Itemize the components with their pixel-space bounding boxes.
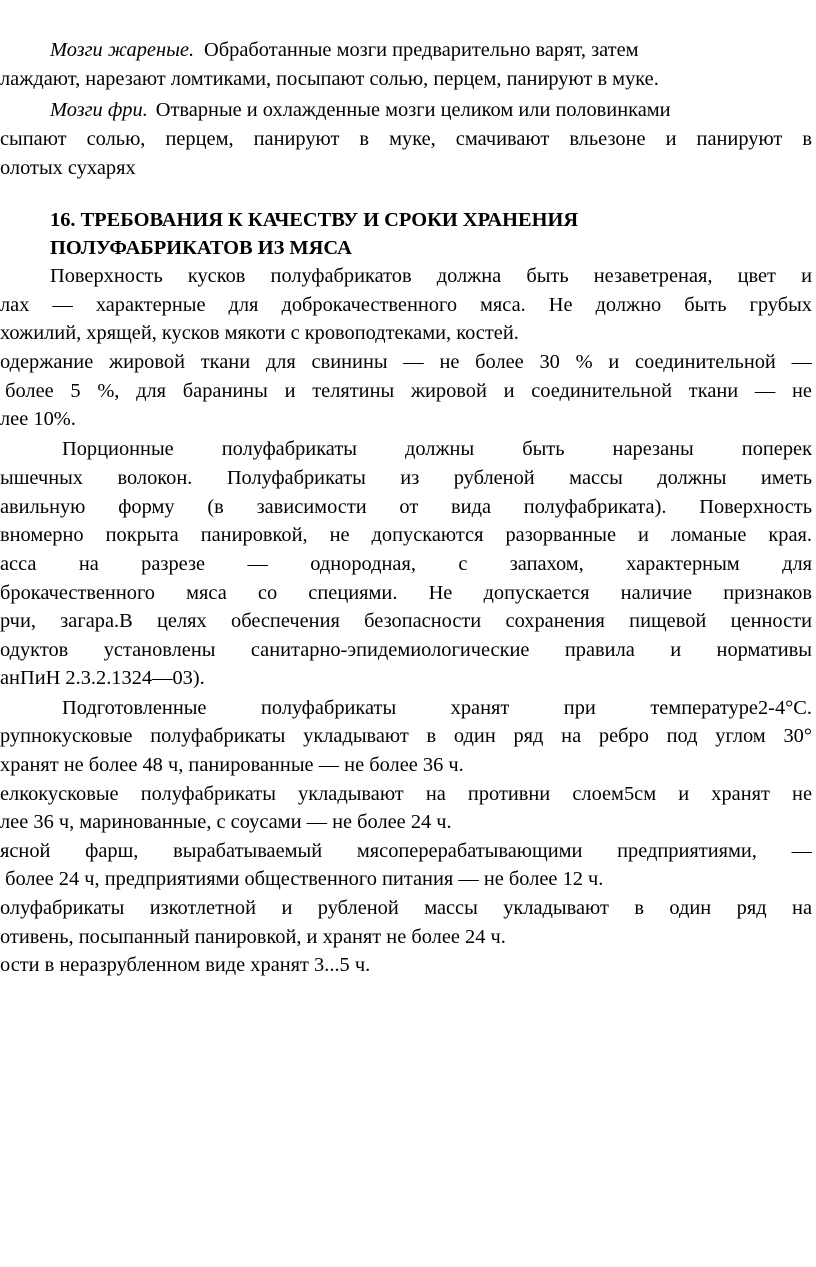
text-line: [0, 608, 812, 635]
text-fragment: лах — характерные для доброкачественного мяса. Не должно быть грубых: [0, 294, 812, 316]
text-fragment: Обработанные мозги предварительно варят, затем: [204, 39, 639, 61]
text-line: [0, 723, 812, 750]
text-fragment: лее 36 ч, маринованные, с соусами — не более 24 ч.: [0, 811, 452, 833]
text-line: [0, 378, 812, 405]
text-line: [0, 924, 812, 951]
text-fragment: асса на разрезе — однородная, с запахом, характерным для: [0, 553, 812, 575]
text-fragment: ясной фарш, вырабатываемый мясоперерабатывающими предприятиями, —: [0, 840, 812, 862]
text-line: [0, 866, 812, 893]
text-fragment: елкокусковые полуфабрикаты укладывают на противни слоем5см и хранят не: [0, 783, 812, 805]
text-line: [0, 406, 812, 433]
text-fragment: Порционные полуфабрикаты должны быть нарезаны поперек: [62, 438, 812, 460]
section-heading: ПОЛУФАБРИКАТОВ ИЗ МЯСА: [50, 237, 352, 259]
text-fragment: сыпают солью, перцем, панируют в муке, смачивают вльезоне и панируют в: [0, 128, 812, 150]
text-fragment: лаждают, нарезают ломтиками, посыпают солью, перцем, панируют в муке.: [0, 68, 659, 90]
text-line: [0, 292, 812, 319]
text-line: [0, 637, 812, 664]
text-fragment: авильную форму (в зависимости от вида полуфабриката). Поверхность: [0, 496, 812, 518]
text-line: [0, 752, 812, 779]
text-line: [0, 126, 812, 153]
text-line: [62, 436, 812, 463]
text-fragment: анПиН 2.3.2.1324—03).: [0, 667, 205, 689]
text-fragment: более 5 %, для баранины и телятины жировой и соединительной ткани — не: [0, 380, 812, 402]
text-fragment: хожилий, хрящей, кусков мякоти с кровоподтеками, костей.: [0, 322, 519, 344]
text-fragment: олотых сухарях: [0, 157, 136, 179]
text-fragment: ости в неразрубленном виде хранят 3...5 ч.: [0, 954, 371, 976]
text-fragment: одержание жировой ткани для свинины — не более 30 % и соединительной —: [0, 351, 812, 373]
text-fragment: рчи, загара.В целях обеспечения безопасности сохранения пищевой ценности: [0, 610, 812, 632]
text-line: [0, 494, 812, 521]
text-line: [0, 665, 812, 692]
text-line: [0, 580, 812, 607]
text-line: [0, 838, 812, 865]
text-fragment: одуктов установлены санитарно-эпидемиологические правила и нормативы: [0, 639, 812, 661]
text-fragment: брокачественного мяса со специями. Не допускается наличие признаков: [0, 582, 812, 604]
term-fried-brains: Мозги жареные.: [50, 39, 195, 61]
text-fragment: олуфабрикаты изкотлетной и рубленой массы укладывают в один ряд на: [0, 897, 812, 919]
section-heading: 16. ТРЕБОВАНИЯ К КАЧЕСТВУ И СРОКИ ХРАНЕНИЯ: [50, 209, 579, 231]
text-fragment: Отварные и охлажденные мозги целиком или половинками: [155, 99, 671, 121]
text-line: [0, 781, 812, 808]
text-line: [0, 809, 812, 836]
text-line: [0, 155, 812, 182]
text-line: [0, 66, 812, 93]
text-fragment: рупнокусковые полуфабрикаты укладывают в один ряд на ребро под углом 30°: [0, 725, 812, 747]
text-line: [62, 695, 812, 722]
text-fragment: вномерно покрыта панировкой, не допускаются разорванные и ломаные края.: [0, 524, 812, 546]
text-fragment: лее 10%.: [0, 408, 76, 430]
text-fragment: более 24 ч, предприятиями общественного питания — не более 12 ч.: [0, 868, 604, 890]
text-line: [0, 465, 812, 492]
text-fragment: Поверхность кусков полуфабрикатов должна быть незаветреная, цвет и: [50, 265, 812, 287]
text-fragment: Подготовленные полуфабрикаты хранят при температуре2-4°С.: [62, 697, 812, 719]
text-line: [0, 952, 812, 979]
text-fragment: хранят не более 48 ч, панированные — не более 36 ч.: [0, 754, 464, 776]
text-line: [0, 551, 812, 578]
text-line: [50, 37, 812, 64]
text-line: [0, 349, 812, 376]
text-line: [0, 320, 812, 347]
text-fragment: ышечных волокон. Полуфабрикаты из рубленой массы должны иметь: [0, 467, 812, 489]
text-line: [0, 895, 812, 922]
text-fragment: отивень, посыпанный панировкой, и хранят не более 24 ч.: [0, 926, 506, 948]
text-line: [50, 263, 812, 290]
term-brains-fri: Мозги фри.: [50, 99, 148, 121]
text-line: [50, 97, 812, 124]
text-line: [0, 522, 812, 549]
